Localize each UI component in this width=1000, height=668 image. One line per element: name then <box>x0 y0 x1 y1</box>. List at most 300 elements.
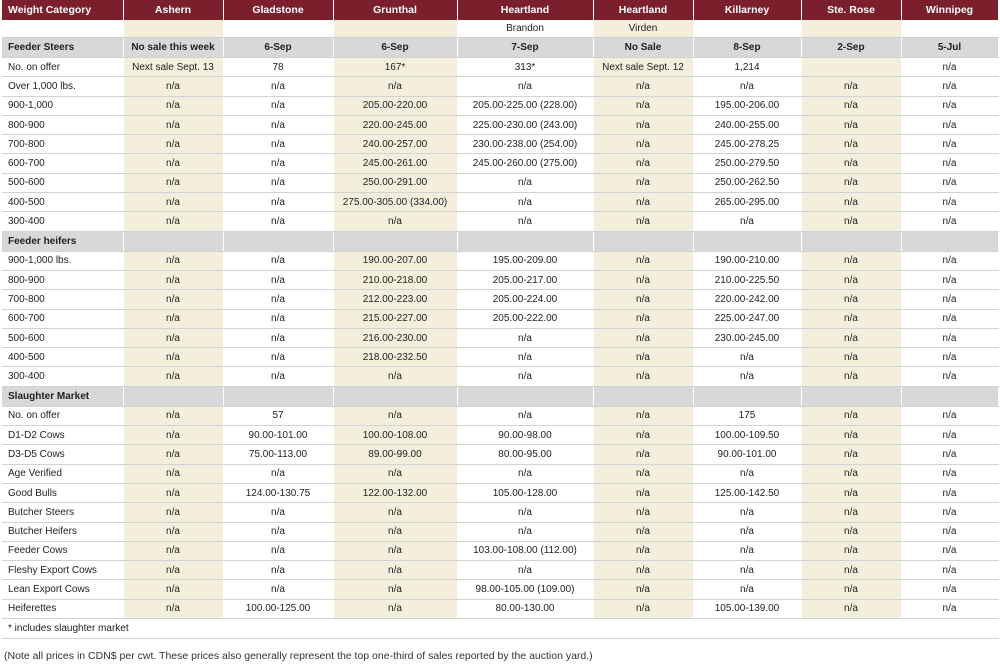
price-cell: n/a <box>333 367 457 386</box>
price-cell: n/a <box>801 522 901 541</box>
row-label: 700-800 <box>2 290 123 309</box>
price-cell: n/a <box>457 503 593 522</box>
price-cell: n/a <box>901 309 998 328</box>
price-cell: n/a <box>123 193 223 212</box>
price-cell: n/a <box>593 426 693 445</box>
price-cell: n/a <box>333 464 457 483</box>
price-cell: n/a <box>123 406 223 425</box>
price-cell: n/a <box>901 270 998 289</box>
price-cell: 220.00-245.00 <box>333 115 457 134</box>
price-cell: Next sale Sept. 12 <box>593 58 693 77</box>
price-cell: n/a <box>901 483 998 502</box>
price-cell: n/a <box>223 328 333 347</box>
price-cell: n/a <box>223 290 333 309</box>
price-cell: n/a <box>457 328 593 347</box>
price-cell: 225.00-230.00 (243.00) <box>457 115 593 134</box>
price-cell: n/a <box>593 115 693 134</box>
price-cell: n/a <box>693 561 801 580</box>
row-label: Butcher Steers <box>2 503 123 522</box>
price-cell: n/a <box>801 115 901 134</box>
row-label: 900-1,000 <box>2 96 123 115</box>
price-cell: 57 <box>223 406 333 425</box>
price-cell: n/a <box>901 522 998 541</box>
price-cell: 250.00-262.50 <box>693 173 801 192</box>
price-cell: n/a <box>801 445 901 464</box>
price-cell: 250.00-291.00 <box>333 173 457 192</box>
row-label: 500-600 <box>2 173 123 192</box>
price-cell: n/a <box>801 483 901 502</box>
price-cell: n/a <box>457 212 593 231</box>
row-label: 800-900 <box>2 270 123 289</box>
price-cell: n/a <box>123 541 223 560</box>
price-cell: n/a <box>693 348 801 367</box>
row-label: Over 1,000 lbs. <box>2 77 123 96</box>
price-cell: n/a <box>223 464 333 483</box>
section-cell: 8-Sep <box>693 38 801 58</box>
price-cell: n/a <box>123 426 223 445</box>
price-cell: n/a <box>223 77 333 96</box>
row-label: 400-500 <box>2 193 123 212</box>
price-cell: n/a <box>801 154 901 173</box>
price-cell: 245.00-278.25 <box>693 135 801 154</box>
price-cell: n/a <box>693 580 801 599</box>
price-cell: n/a <box>593 503 693 522</box>
price-cell: n/a <box>593 328 693 347</box>
price-note: (Note all prices in CDN$ per cwt. These prices also generally represent the top one-third of sales reported by the auction yard.) <box>4 650 593 662</box>
col-header-heartland-brandon: Heartland <box>457 0 593 20</box>
price-cell: 105.00-128.00 <box>457 483 593 502</box>
price-cell: 100.00-125.00 <box>223 599 333 618</box>
price-cell: n/a <box>457 348 593 367</box>
table-row <box>2 522 998 541</box>
price-cell: n/a <box>593 173 693 192</box>
price-cell: n/a <box>593 522 693 541</box>
price-cell: n/a <box>593 406 693 425</box>
price-cell: 80.00-95.00 <box>457 445 593 464</box>
col-header-ashern: Ashern <box>123 0 223 20</box>
subheader-cell: Brandon <box>457 20 593 38</box>
section-cell <box>801 386 901 406</box>
section-cell <box>457 386 593 406</box>
price-cell: n/a <box>593 154 693 173</box>
price-cell: n/a <box>593 445 693 464</box>
price-cell: n/a <box>901 115 998 134</box>
price-cell: n/a <box>123 154 223 173</box>
row-label: 600-700 <box>2 154 123 173</box>
row-label: 800-900 <box>2 115 123 134</box>
price-cell: n/a <box>457 522 593 541</box>
row-label: Fleshy Export Cows <box>2 561 123 580</box>
price-cell: n/a <box>333 522 457 541</box>
price-cell: 245.00-261.00 <box>333 154 457 173</box>
section-title: Slaughter Market <box>2 386 123 406</box>
price-cell: n/a <box>593 580 693 599</box>
subheader-cell <box>801 20 901 38</box>
price-cell: n/a <box>457 193 593 212</box>
price-cell: 75.00-113.00 <box>223 445 333 464</box>
price-cell: n/a <box>223 503 333 522</box>
price-cell: n/a <box>801 270 901 289</box>
row-label: D3-D5 Cows <box>2 445 123 464</box>
table-row <box>2 193 998 212</box>
price-cell: n/a <box>223 580 333 599</box>
table-row <box>2 367 998 386</box>
price-cell: 175 <box>693 406 801 425</box>
price-cell: 210.00-218.00 <box>333 270 457 289</box>
section-title: Feeder Steers <box>2 38 123 58</box>
price-cell: 98.00-105.00 (109.00) <box>457 580 593 599</box>
price-cell: n/a <box>801 541 901 560</box>
price-cell: n/a <box>901 173 998 192</box>
price-cell: n/a <box>693 541 801 560</box>
price-cell: 1,214 <box>693 58 801 77</box>
price-cell: n/a <box>901 464 998 483</box>
subheader-cell <box>2 20 123 38</box>
row-label: Lean Export Cows <box>2 580 123 599</box>
price-cell: 190.00-207.00 <box>333 251 457 270</box>
price-cell: n/a <box>123 445 223 464</box>
price-cell: n/a <box>457 77 593 96</box>
price-cell: 313* <box>457 58 593 77</box>
price-cell: n/a <box>801 503 901 522</box>
price-cell: n/a <box>123 348 223 367</box>
section-cell <box>901 231 998 251</box>
price-cell: n/a <box>457 464 593 483</box>
price-cell: 78 <box>223 58 333 77</box>
price-cell: 100.00-109.50 <box>693 426 801 445</box>
price-cell: n/a <box>801 561 901 580</box>
price-cell: n/a <box>123 270 223 289</box>
price-cell: n/a <box>901 426 998 445</box>
price-cell: n/a <box>123 135 223 154</box>
price-cell: n/a <box>593 135 693 154</box>
price-cell: n/a <box>223 561 333 580</box>
price-cell: n/a <box>457 406 593 425</box>
col-header-weight-category: Weight Category <box>2 0 123 20</box>
price-cell: n/a <box>123 561 223 580</box>
table-row <box>2 561 998 580</box>
price-cell: n/a <box>593 599 693 618</box>
table-row <box>2 426 998 445</box>
col-header-heartland-virden: Heartland <box>593 0 693 20</box>
price-cell: n/a <box>901 367 998 386</box>
price-cell: n/a <box>901 251 998 270</box>
price-cell: n/a <box>123 115 223 134</box>
price-cell: n/a <box>123 96 223 115</box>
price-cell: n/a <box>901 328 998 347</box>
price-cell: 205.00-222.00 <box>457 309 593 328</box>
price-cell: 100.00-108.00 <box>333 426 457 445</box>
price-cell: n/a <box>801 135 901 154</box>
section-cell: No sale this week <box>123 38 223 58</box>
price-cell: n/a <box>223 367 333 386</box>
subheader-cell: Virden <box>593 20 693 38</box>
section-row <box>2 386 998 406</box>
price-cell <box>801 58 901 77</box>
price-cell: n/a <box>693 77 801 96</box>
price-cell: 218.00-232.50 <box>333 348 457 367</box>
table-row <box>2 77 998 96</box>
section-cell: No Sale <box>593 38 693 58</box>
price-cell: n/a <box>223 348 333 367</box>
price-cell: n/a <box>901 135 998 154</box>
price-cell: n/a <box>693 464 801 483</box>
price-cell: 89.00-99.00 <box>333 445 457 464</box>
col-header-grunthal: Grunthal <box>333 0 457 20</box>
price-cell: n/a <box>801 426 901 445</box>
price-cell: 90.00-101.00 <box>223 426 333 445</box>
row-label: Heiferettes <box>2 599 123 618</box>
table-row <box>2 212 998 231</box>
price-cell: n/a <box>693 503 801 522</box>
price-cell: n/a <box>223 193 333 212</box>
section-cell <box>801 231 901 251</box>
price-cell: n/a <box>333 212 457 231</box>
price-cell: 275.00-305.00 (334.00) <box>333 193 457 212</box>
price-cell: 230.00-245.00 <box>693 328 801 347</box>
price-cell: n/a <box>333 599 457 618</box>
price-cell: n/a <box>333 503 457 522</box>
row-label: 700-800 <box>2 135 123 154</box>
price-cell: 205.00-224.00 <box>457 290 593 309</box>
section-title: Feeder heifers <box>2 231 123 251</box>
price-cell: n/a <box>593 193 693 212</box>
price-cell: n/a <box>223 270 333 289</box>
table-row <box>2 135 998 154</box>
table-row <box>2 251 998 270</box>
table-row <box>2 58 998 77</box>
price-cell: n/a <box>123 212 223 231</box>
price-cell: n/a <box>593 541 693 560</box>
price-cell: 230.00-238.00 (254.00) <box>457 135 593 154</box>
section-cell: 5-Jul <box>901 38 998 58</box>
price-cell: 225.00-247.00 <box>693 309 801 328</box>
table-row <box>2 464 998 483</box>
price-cell: n/a <box>223 541 333 560</box>
price-cell: n/a <box>593 96 693 115</box>
price-cell: n/a <box>223 115 333 134</box>
price-cell: n/a <box>801 77 901 96</box>
section-row <box>2 231 998 251</box>
table-row <box>2 406 998 425</box>
row-label: Feeder Cows <box>2 541 123 560</box>
price-cell: n/a <box>593 464 693 483</box>
price-cell: Next sale Sept. 13 <box>123 58 223 77</box>
price-cell: n/a <box>901 154 998 173</box>
price-cell: 167* <box>333 58 457 77</box>
price-cell: n/a <box>223 522 333 541</box>
price-cell: n/a <box>901 445 998 464</box>
price-cell: n/a <box>123 77 223 96</box>
price-cell: 220.00-242.00 <box>693 290 801 309</box>
price-cell: n/a <box>593 212 693 231</box>
section-row <box>2 38 998 58</box>
row-label: Butcher Heifers <box>2 522 123 541</box>
price-cell: 240.00-255.00 <box>693 115 801 134</box>
price-cell: n/a <box>801 290 901 309</box>
price-cell: n/a <box>593 251 693 270</box>
table-row <box>2 599 998 618</box>
table-row <box>2 580 998 599</box>
subheader-cell <box>333 20 457 38</box>
section-cell <box>693 231 801 251</box>
price-cell: n/a <box>457 561 593 580</box>
section-cell <box>223 386 333 406</box>
col-header-winnipeg: Winnipeg <box>901 0 998 20</box>
price-cell: n/a <box>593 348 693 367</box>
price-cell: n/a <box>593 77 693 96</box>
price-cell: n/a <box>457 173 593 192</box>
price-cell: n/a <box>223 173 333 192</box>
price-cell: 125.00-142.50 <box>693 483 801 502</box>
table-row <box>2 503 998 522</box>
row-label: 400-500 <box>2 348 123 367</box>
price-cell: 250.00-279.50 <box>693 154 801 173</box>
price-cell: 190.00-210.00 <box>693 251 801 270</box>
price-cell: n/a <box>123 464 223 483</box>
row-label: 300-400 <box>2 212 123 231</box>
price-cell: n/a <box>593 290 693 309</box>
price-cell: 105.00-139.00 <box>693 599 801 618</box>
table-row <box>2 445 998 464</box>
subheader-cell <box>901 20 998 38</box>
price-cell: n/a <box>123 251 223 270</box>
table-row <box>2 115 998 134</box>
price-cell: n/a <box>223 212 333 231</box>
price-cell: n/a <box>123 503 223 522</box>
col-header-ste-rose: Ste. Rose <box>801 0 901 20</box>
price-cell: 205.00-225.00 (228.00) <box>457 96 593 115</box>
price-cell: 245.00-260.00 (275.00) <box>457 154 593 173</box>
price-cell: n/a <box>801 367 901 386</box>
price-cell: n/a <box>333 580 457 599</box>
section-cell: 7-Sep <box>457 38 593 58</box>
price-cell: n/a <box>457 367 593 386</box>
footnote-row <box>2 619 998 639</box>
table-row <box>2 483 998 502</box>
section-cell <box>593 231 693 251</box>
subheader-cell <box>223 20 333 38</box>
section-cell <box>457 231 593 251</box>
price-cell: 195.00-209.00 <box>457 251 593 270</box>
row-label: 300-400 <box>2 367 123 386</box>
price-cell: n/a <box>801 173 901 192</box>
price-cell: n/a <box>693 212 801 231</box>
price-cell: n/a <box>801 328 901 347</box>
price-cell: n/a <box>593 561 693 580</box>
price-cell: n/a <box>901 348 998 367</box>
price-cell: 205.00-217.00 <box>457 270 593 289</box>
price-cell: 265.00-295.00 <box>693 193 801 212</box>
price-cell: n/a <box>123 367 223 386</box>
section-cell <box>693 386 801 406</box>
price-cell: n/a <box>901 193 998 212</box>
subheader-row <box>2 20 998 38</box>
price-cell: n/a <box>901 561 998 580</box>
price-cell: 90.00-98.00 <box>457 426 593 445</box>
row-label: Age Verified <box>2 464 123 483</box>
col-header-killarney: Killarney <box>693 0 801 20</box>
section-cell: 2-Sep <box>801 38 901 58</box>
price-cell: n/a <box>901 503 998 522</box>
price-cell: 124.00-130.75 <box>223 483 333 502</box>
section-cell: 6-Sep <box>223 38 333 58</box>
subheader-cell <box>123 20 223 38</box>
price-cell: n/a <box>901 290 998 309</box>
price-cell: 122.00-132.00 <box>333 483 457 502</box>
price-cell: n/a <box>593 270 693 289</box>
price-cell: 205.00-220.00 <box>333 96 457 115</box>
price-cell: n/a <box>901 96 998 115</box>
row-label: D1-D2 Cows <box>2 426 123 445</box>
subheader-cell <box>693 20 801 38</box>
price-cell: n/a <box>901 212 998 231</box>
price-cell: n/a <box>593 483 693 502</box>
table-row <box>2 348 998 367</box>
price-cell: 216.00-230.00 <box>333 328 457 347</box>
table-row <box>2 328 998 347</box>
price-cell: n/a <box>901 541 998 560</box>
section-cell <box>223 231 333 251</box>
section-cell <box>123 386 223 406</box>
price-cell: n/a <box>801 212 901 231</box>
header-row <box>2 0 998 20</box>
section-cell <box>333 231 457 251</box>
price-cell: n/a <box>801 251 901 270</box>
price-cell: n/a <box>123 290 223 309</box>
price-cell: 90.00-101.00 <box>693 445 801 464</box>
price-cell: n/a <box>123 173 223 192</box>
section-cell: 6-Sep <box>333 38 457 58</box>
table-row <box>2 290 998 309</box>
table-row <box>2 309 998 328</box>
price-cell: n/a <box>801 580 901 599</box>
price-cell: n/a <box>901 77 998 96</box>
row-label: Good Bulls <box>2 483 123 502</box>
price-cell: n/a <box>333 406 457 425</box>
price-cell: n/a <box>693 522 801 541</box>
row-label: 500-600 <box>2 328 123 347</box>
footnote: * includes slaughter market <box>2 619 998 639</box>
table-row <box>2 270 998 289</box>
table-row <box>2 96 998 115</box>
price-cell: n/a <box>123 483 223 502</box>
price-cell: 240.00-257.00 <box>333 135 457 154</box>
price-cell: n/a <box>801 599 901 618</box>
row-label: No. on offer <box>2 58 123 77</box>
row-label: No. on offer <box>2 406 123 425</box>
price-cell: n/a <box>333 541 457 560</box>
price-cell: n/a <box>333 561 457 580</box>
price-cell: 103.00-108.00 (112.00) <box>457 541 593 560</box>
price-cell: n/a <box>223 251 333 270</box>
price-cell: n/a <box>801 193 901 212</box>
price-cell: n/a <box>801 309 901 328</box>
price-cell: n/a <box>123 599 223 618</box>
price-cell: n/a <box>123 328 223 347</box>
price-cell: n/a <box>123 309 223 328</box>
price-cell: n/a <box>593 367 693 386</box>
price-cell: n/a <box>901 599 998 618</box>
table-row <box>2 173 998 192</box>
price-cell: n/a <box>223 96 333 115</box>
price-cell: n/a <box>223 135 333 154</box>
section-cell <box>901 386 998 406</box>
price-cell: n/a <box>901 580 998 599</box>
price-cell: n/a <box>123 522 223 541</box>
row-label: 900-1,000 lbs. <box>2 251 123 270</box>
table-row <box>2 154 998 173</box>
